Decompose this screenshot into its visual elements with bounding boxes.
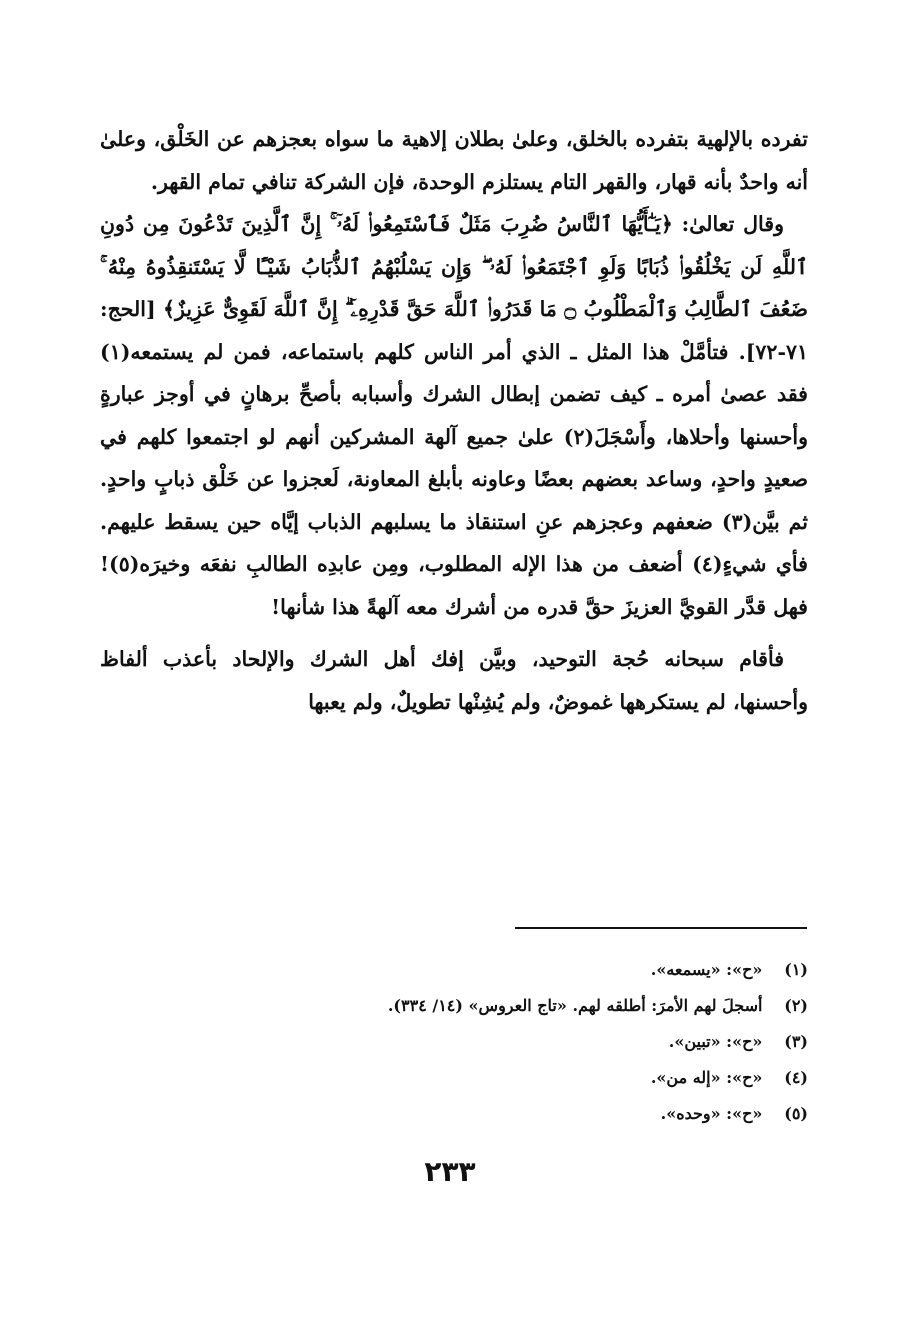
footnotes bbox=[100, 955, 808, 1135]
footnote-text: «ح»: «يسمعه». bbox=[650, 960, 763, 979]
paragraph-3: فأقام سبحانه حُجة التوحيد، وبيَّن إفك أهل الشرك والإلحاد بأعذب ألفاظ وأحسنها، لم يستكرهها غموضٌ، ولم يُشِنْها تطويلٌ، ولم يعبها bbox=[100, 647, 808, 714]
footnote-3 bbox=[100, 1027, 808, 1057]
footnote-number: (٥) bbox=[784, 1104, 808, 1123]
footnote-text: «ح»: «وحده». bbox=[660, 1104, 763, 1123]
footnote-text: «ح»: «تبين». bbox=[668, 1032, 763, 1051]
footnote-1 bbox=[100, 955, 808, 985]
footnote-text: أسجلَ لهم الأمرَ: أطلقه لهم. «تاج العروس» (١٤/ ٣٣٤). bbox=[387, 996, 763, 1015]
footnote-2 bbox=[100, 991, 808, 1021]
page-number: ٢٣٣ bbox=[424, 1155, 476, 1188]
footnote-number: (٣) bbox=[784, 1032, 808, 1051]
main-text bbox=[100, 118, 808, 723]
footnote-number: (٤) bbox=[784, 1068, 808, 1087]
footnote-number: (٢) bbox=[784, 996, 808, 1015]
footnote-4 bbox=[100, 1063, 808, 1093]
footnote-separator bbox=[515, 927, 807, 929]
footnote-5 bbox=[100, 1099, 808, 1129]
footnote-number: (١) bbox=[784, 960, 808, 979]
footnote-text: «ح»: «إله من». bbox=[650, 1068, 763, 1087]
paragraph-1: تفرده بالإلهية بتفرده بالخلق، وعلىٰ بطلان إلاهية ما سواه بعجزهم عن الخَلْق، وعلىٰ أنه واحدٌ بأنه قهار، والقهر التام يستلزم الوحدة، فإن الشركة تنافي تمام القهر. bbox=[100, 127, 808, 194]
paragraph-2: وقال تعالىٰ: ﴿يَـٰٓأَيُّهَا ٱلنَّاسُ ضُرِبَ مَثَلٌ فَٱسْتَمِعُوا۟ لَهُۥٓ ۚ إِنَّ ٱلَّذِينَ تَدْعُونَ مِن دُونِ ٱللَّهِ لَن يَخْلُقُوا۟ ذُبَابًا وَلَوِ ٱجْتَمَعُوا۟ لَهُۥ ۖ وَإِن يَسْلُبْهُمُ ٱلذُّبَابُ شَيْـًٔا لَّا يَسْتَنقِذُوهُ مِنْهُ ۚ ضَعُفَ ٱلطَّالِبُ وَٱلْمَطْلُوبُ ۝ مَا قَدَرُوا۟ ٱللَّهَ حَقَّ قَدْرِهِۦٓ ۗ إِنَّ ٱللَّهَ لَقَوِىٌّ عَزِيزٌ﴾ [الحج: ٧١-٧٢]. فتأمَّلْ هذا المثل ـ الذي أمر الناس كلهم باستماعه، فمن لم يستمعه(١) فقد عصىٰ أمره ـ كيف تضمن إبطال الشرك وأسبابه بأصحِّ برهانٍ في أوجز عبارةٍ وأحسنها وأحلاها، وأَسْجَلَ(٢) علىٰ جميع آلهة المشركين أنهم لو اجتمعوا كلهم في صعيدٍ واحدٍ، وساعد بعضهم بعضًا وعاونه بأبلغ المعاونة، لَعجزوا عن خَلْق ذبابٍ واحدٍ. ثم بيَّن(٣) ضعفهم وعجزهم عنِ استنقاذ ما يسلبهم الذباب إيَّاه حين يسقط عليهم. فأي شيءٍ(٤) أضعف من هذا الإله المطلوب، ومِن عابدِه الطالبِ نفعَه وخيرَه(٥)! فهل قدَّر القويَّ العزيزَ حقَّ قدره من أشرك معه آلهةً هذا شأنها! bbox=[100, 212, 808, 619]
